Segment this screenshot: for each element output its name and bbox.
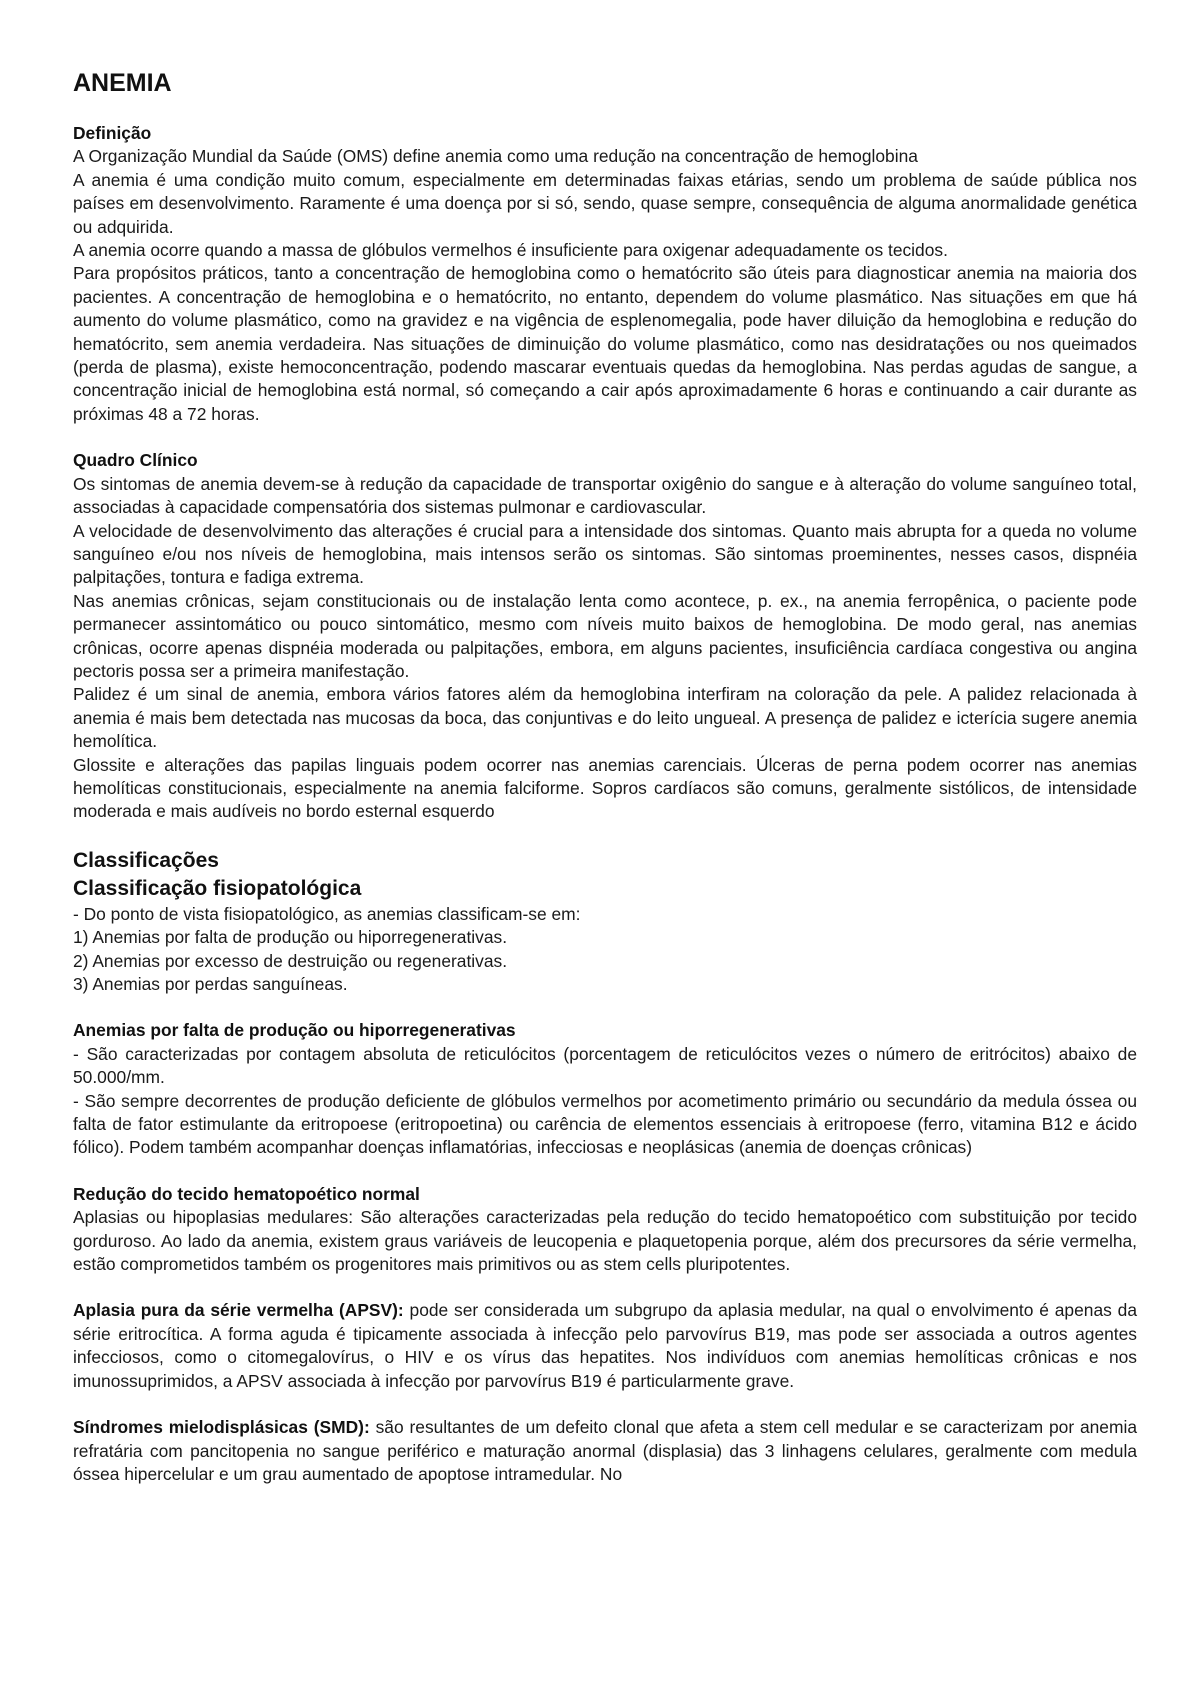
spacer: [73, 1393, 1137, 1416]
heading-reducao-tecido: Redução do tecido hematopoético normal: [73, 1183, 420, 1204]
document-page: [73, 68, 1137, 1486]
section-smd: [73, 1416, 1137, 1486]
paragraph: A anemia ocorre quando a massa de glóbulos vermelhos é insuficiente para oxigenar adequadamente os tecidos.: [73, 240, 948, 261]
section-classificacoes: [73, 847, 1137, 997]
list-line: - Do ponto de vista fisiopatológico, as anemias classificam-se em:: [73, 903, 581, 924]
spacer: [73, 996, 1137, 1019]
paragraph: [73, 1416, 1137, 1486]
paragraph: - São sempre decorrentes de produção deficiente de glóbulos vermelhos por acometimento primário ou secundário da medula óssea ou falta de fator estimulante da eritropoese (eritropoetina) ou carência de elementos essenciais à eritropoese (ferro, vitamina B12 e ácido fólico). Podem também acompanhar doenças inflamatórias, infecciosas e neoplásicas (anemia de doenças crônicas): [73, 1090, 1137, 1158]
paragraph: A anemia é uma condição muito comum, especialmente em determinadas faixas etárias, sendo um problema de saúde pública nos países em desenvolvimento. Raramente é uma doença por si só, sendo, quase sempre, consequência de alguma anormalidade genética ou adquirida.: [73, 169, 1137, 237]
heading-hiporregenerativas: Anemias por falta de produção ou hiporregenerativas: [73, 1020, 516, 1041]
apsv-text: pode ser considerada um subgrupo da aplasia medular, na qual o envolvimento é apenas da série eritrocítica. A forma aguda é tipicamente associada à infecção pelo parvovírus B19, mas pode ser associada a outros agentes infecciosos, como o citomegalovírus, o HIV e os vírus das hepatites. Nos indivíduos com anemias hemolíticas crônicas e nos imunossuprimidos, a APSV associada à infecção por parvovírus B19 é particularmente grave.: [73, 1300, 1137, 1391]
smd-text: são resultantes de um defeito clonal que afeta a stem cell medular e se caracterizam por anemia refratária com pancitopenia no sangue periférico e maturação anormal (displasia) das 3 linhagens celulares, geralmente com medula óssea hipercelular e um grau aumentado de apoptose intramedular. No: [73, 1417, 1138, 1484]
section-definicao: [73, 122, 1137, 426]
paragraph: Glossite e alterações das papilas linguais podem ocorrer nas anemias carenciais. Úlceras de perna podem ocorrer nas anemias hemolíticas constitucionais, especialmente na anemia falciforme. Sopros cardíacos são comuns, geralmente sistólicos, de intensidade moderada e mais audíveis no bordo esternal esquerdo: [73, 754, 1137, 822]
spacer: [73, 426, 1137, 449]
paragraph: Nas anemias crônicas, sejam constitucionais ou de instalação lenta como acontece, p. ex., na anemia ferropênica, o paciente pode permanecer assintomático ou pouco sintomático, mesmo com níveis muito baixos de hemoglobina. De modo geral, nas anemias crônicas, ocorre apenas dispnéia moderada ou palpitações, embora, em alguns pacientes, insuficiência cardíaca congestiva ou angina pectoris possa ser a primeira manifestação.: [73, 590, 1137, 681]
paragraph: Os sintomas de anemia devem-se à redução da capacidade de transportar oxigênio do sangue e à alteração do volume sanguíneo total, associadas à capacidade compensatória dos sistemas pulmonar e cardiovascular.: [73, 473, 1137, 518]
document-title: ANEMIA: [73, 69, 172, 97]
section-apsv: [73, 1299, 1137, 1393]
heading-quadro-clinico: Quadro Clínico: [73, 450, 198, 471]
list-line: 1) Anemias por falta de produção ou hiporregenerativas.: [73, 927, 508, 948]
paragraph: Aplasias ou hipoplasias medulares: São alterações caracterizadas pela redução do tecido hematopoético com substituição por tecido gorduroso. Ao lado da anemia, existem graus variáveis de leucopenia e plaquetopenia porque, além dos precursores da série vermelha, estão comprometidos também os progenitores mais primitivos ou as stem cells pluripotentes.: [73, 1207, 1137, 1275]
section-hiporregenerativas: [73, 1019, 1137, 1159]
heading-classificacao-fisiopatologica: Classificação fisiopatológica: [73, 876, 362, 900]
paragraph: [73, 1299, 1137, 1393]
apsv-lead: Aplasia pura da série vermelha (APSV):: [73, 1300, 404, 1321]
paragraph: - São caracterizadas por contagem absoluta de reticulócitos (porcentagem de reticulócitos vezes o número de eritrócitos) abaixo de 50.000/mm.: [73, 1043, 1137, 1088]
paragraph: Para propósitos práticos, tanto a concentração de hemoglobina como o hematócrito são úteis para diagnosticar anemia na maioria dos pacientes. A concentração de hemoglobina e o hematócrito, no entanto, dependem do volume plasmático. Nas situações em que há aumento do volume plasmático, como na gravidez e na vigência de esplenomegalia, pode haver diluição da hemoglobina e redução do hematócrito, sem anemia verdadeira. Nas situações de diminuição do volume plasmático, como nas desidratações ou nos queimados (perda de plasma), existe hemoconcentração, podendo mascarar eventuais quedas da hemoglobina. Nas perdas agudas de sangue, a concentração inicial de hemoglobina está normal, só começando a cair após aproximadamente 6 horas e continuando a cair durante as próximas 48 a 72 horas.: [73, 263, 1137, 424]
paragraph: Palidez é um sinal de anemia, embora vários fatores além da hemoglobina interfiram na coloração da pele. A palidez relacionada à anemia é mais bem detectada nas mucosas da boca, das conjuntivas e do leito ungueal. A presença de palidez e icterícia sugere anemia hemolítica.: [73, 684, 1137, 752]
list-line: 3) Anemias por perdas sanguíneas.: [73, 974, 348, 994]
list-line: 2) Anemias por excesso de destruição ou regenerativas.: [73, 950, 508, 971]
smd-lead: Síndromes mielodisplásicas (SMD):: [73, 1417, 370, 1438]
spacer: [73, 1276, 1137, 1299]
heading-definicao: Definição: [73, 123, 152, 143]
heading-classificacoes: Classificações: [73, 848, 219, 872]
paragraph: A velocidade de desenvolvimento das alterações é crucial para a intensidade dos sintomas. Quanto mais abrupta for a queda no volume sanguíneo e/ou nos níveis de hemoglobina, mais intensos serão os sintomas. São sintomas proeminentes, nesses casos, dispnéia palpitações, tontura e fadiga extrema.: [73, 520, 1137, 588]
section-quadro-clinico: [73, 449, 1137, 824]
paragraph: A Organização Mundial da Saúde (OMS) define anemia como uma redução na concentração de hemoglobina: [73, 146, 918, 167]
section-reducao-tecido: [73, 1183, 1137, 1277]
spacer: [73, 1160, 1137, 1183]
spacer: [73, 824, 1137, 847]
